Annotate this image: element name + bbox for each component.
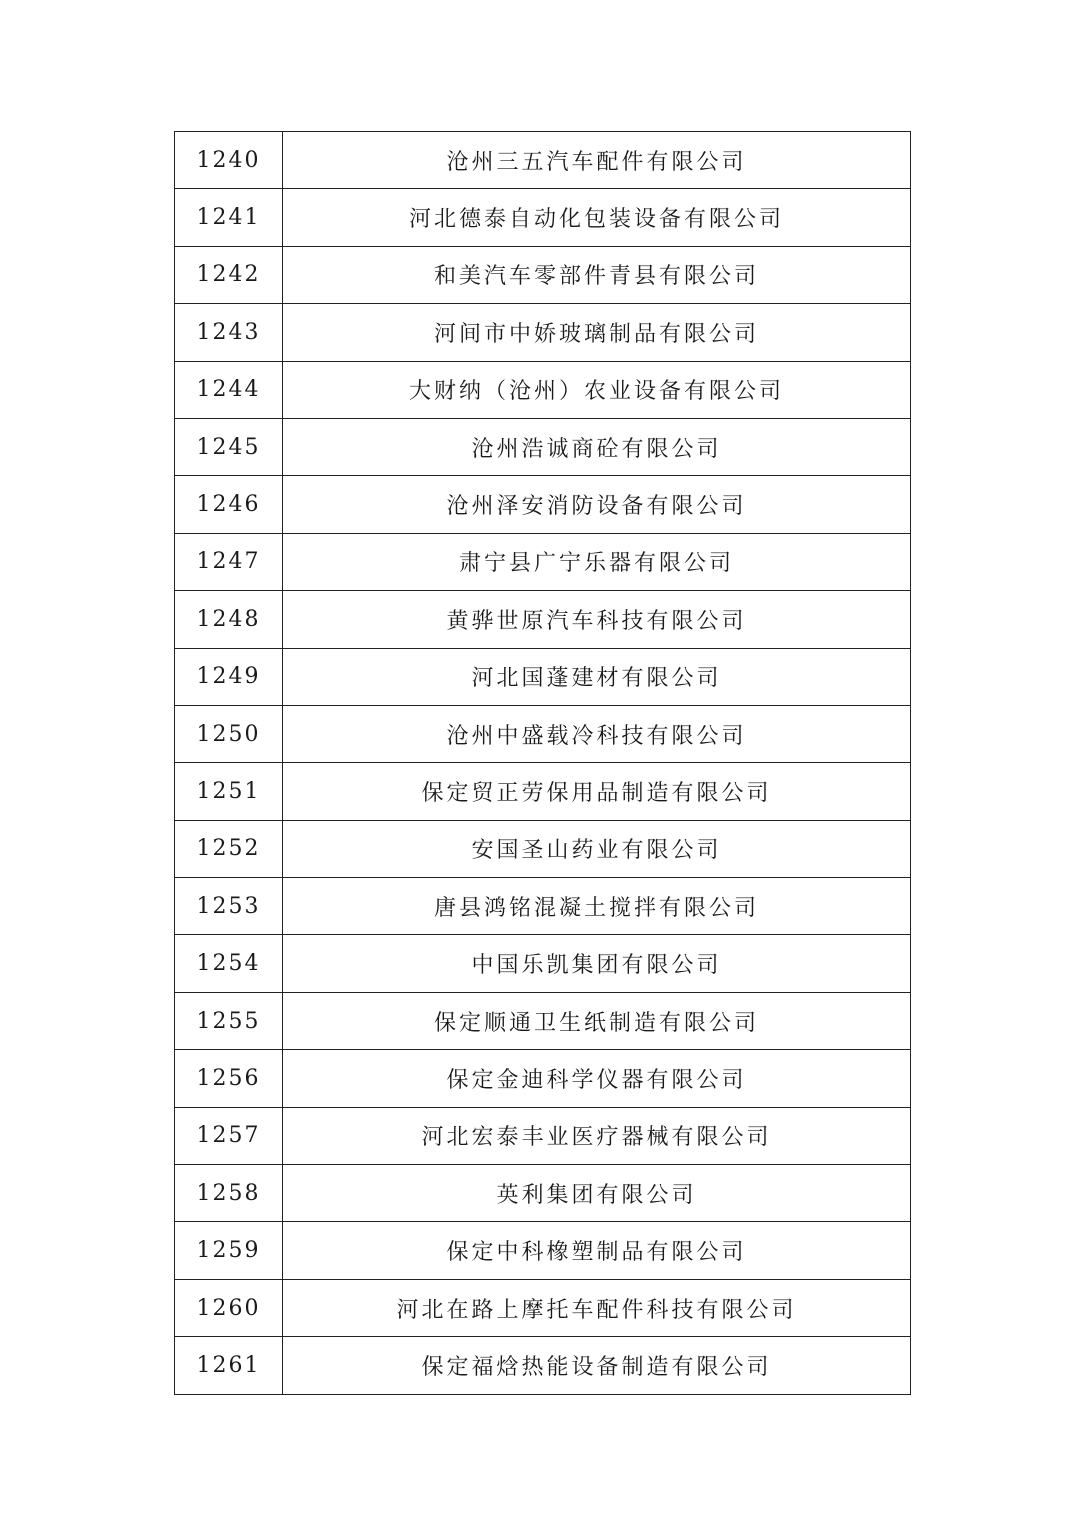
table-row <box>175 1279 911 1336</box>
company-name-cell: 安国圣山药业有限公司 <box>283 820 911 877</box>
table-row <box>175 591 911 648</box>
company-list-table <box>174 131 911 1395</box>
table-row <box>175 361 911 418</box>
table-row <box>175 935 911 992</box>
row-number-cell: 1256 <box>175 1050 283 1107</box>
table-row <box>175 1337 911 1394</box>
row-number-cell: 1261 <box>175 1337 283 1394</box>
company-name-cell: 大财纳（沧州）农业设备有限公司 <box>283 361 911 418</box>
row-number-cell: 1258 <box>175 1165 283 1222</box>
row-number-cell: 1243 <box>175 304 283 361</box>
table-row <box>175 648 911 705</box>
table-row <box>175 533 911 590</box>
row-number-cell: 1240 <box>175 132 283 189</box>
table-row <box>175 132 911 189</box>
company-name-cell: 沧州浩诚商砼有限公司 <box>283 418 911 475</box>
company-name-cell: 保定福焓热能设备制造有限公司 <box>283 1337 911 1394</box>
company-name-cell: 和美汽车零部件青县有限公司 <box>283 246 911 303</box>
table-row <box>175 1107 911 1164</box>
table-row <box>175 418 911 475</box>
company-name-cell: 黄骅世原汽车科技有限公司 <box>283 591 911 648</box>
row-number-cell: 1248 <box>175 591 283 648</box>
table-row <box>175 1222 911 1279</box>
row-number-cell: 1250 <box>175 705 283 762</box>
table-row <box>175 1165 911 1222</box>
row-number-cell: 1246 <box>175 476 283 533</box>
company-name-cell: 河北国蓬建材有限公司 <box>283 648 911 705</box>
row-number-cell: 1249 <box>175 648 283 705</box>
row-number-cell: 1260 <box>175 1279 283 1336</box>
table-row <box>175 878 911 935</box>
row-number-cell: 1257 <box>175 1107 283 1164</box>
company-name-cell: 沧州中盛载冷科技有限公司 <box>283 705 911 762</box>
company-name-cell: 中国乐凯集团有限公司 <box>283 935 911 992</box>
company-name-cell: 河北在路上摩托车配件科技有限公司 <box>283 1279 911 1336</box>
row-number-cell: 1254 <box>175 935 283 992</box>
row-number-cell: 1247 <box>175 533 283 590</box>
company-name-cell: 河北宏泰丰业医疗器械有限公司 <box>283 1107 911 1164</box>
table-row <box>175 820 911 877</box>
company-name-cell: 唐县鸿铭混凝土搅拌有限公司 <box>283 878 911 935</box>
row-number-cell: 1259 <box>175 1222 283 1279</box>
company-name-cell: 河间市中娇玻璃制品有限公司 <box>283 304 911 361</box>
row-number-cell: 1253 <box>175 878 283 935</box>
company-name-cell: 保定金迪科学仪器有限公司 <box>283 1050 911 1107</box>
company-name-cell: 河北德泰自动化包装设备有限公司 <box>283 189 911 246</box>
table-row <box>175 705 911 762</box>
table-row <box>175 476 911 533</box>
company-name-cell: 保定贸正劳保用品制造有限公司 <box>283 763 911 820</box>
table-row <box>175 1050 911 1107</box>
row-number-cell: 1251 <box>175 763 283 820</box>
table-row <box>175 246 911 303</box>
table-row <box>175 189 911 246</box>
row-number-cell: 1245 <box>175 418 283 475</box>
table-body <box>175 132 911 1395</box>
row-number-cell: 1255 <box>175 992 283 1049</box>
company-name-cell: 沧州三五汽车配件有限公司 <box>283 132 911 189</box>
company-name-cell: 英利集团有限公司 <box>283 1165 911 1222</box>
company-name-cell: 保定中科橡塑制品有限公司 <box>283 1222 911 1279</box>
row-number-cell: 1244 <box>175 361 283 418</box>
company-name-cell: 沧州泽安消防设备有限公司 <box>283 476 911 533</box>
row-number-cell: 1252 <box>175 820 283 877</box>
table-row <box>175 992 911 1049</box>
table-row <box>175 304 911 361</box>
company-name-cell: 肃宁县广宁乐器有限公司 <box>283 533 911 590</box>
table-row <box>175 763 911 820</box>
row-number-cell: 1241 <box>175 189 283 246</box>
row-number-cell: 1242 <box>175 246 283 303</box>
company-name-cell: 保定顺通卫生纸制造有限公司 <box>283 992 911 1049</box>
